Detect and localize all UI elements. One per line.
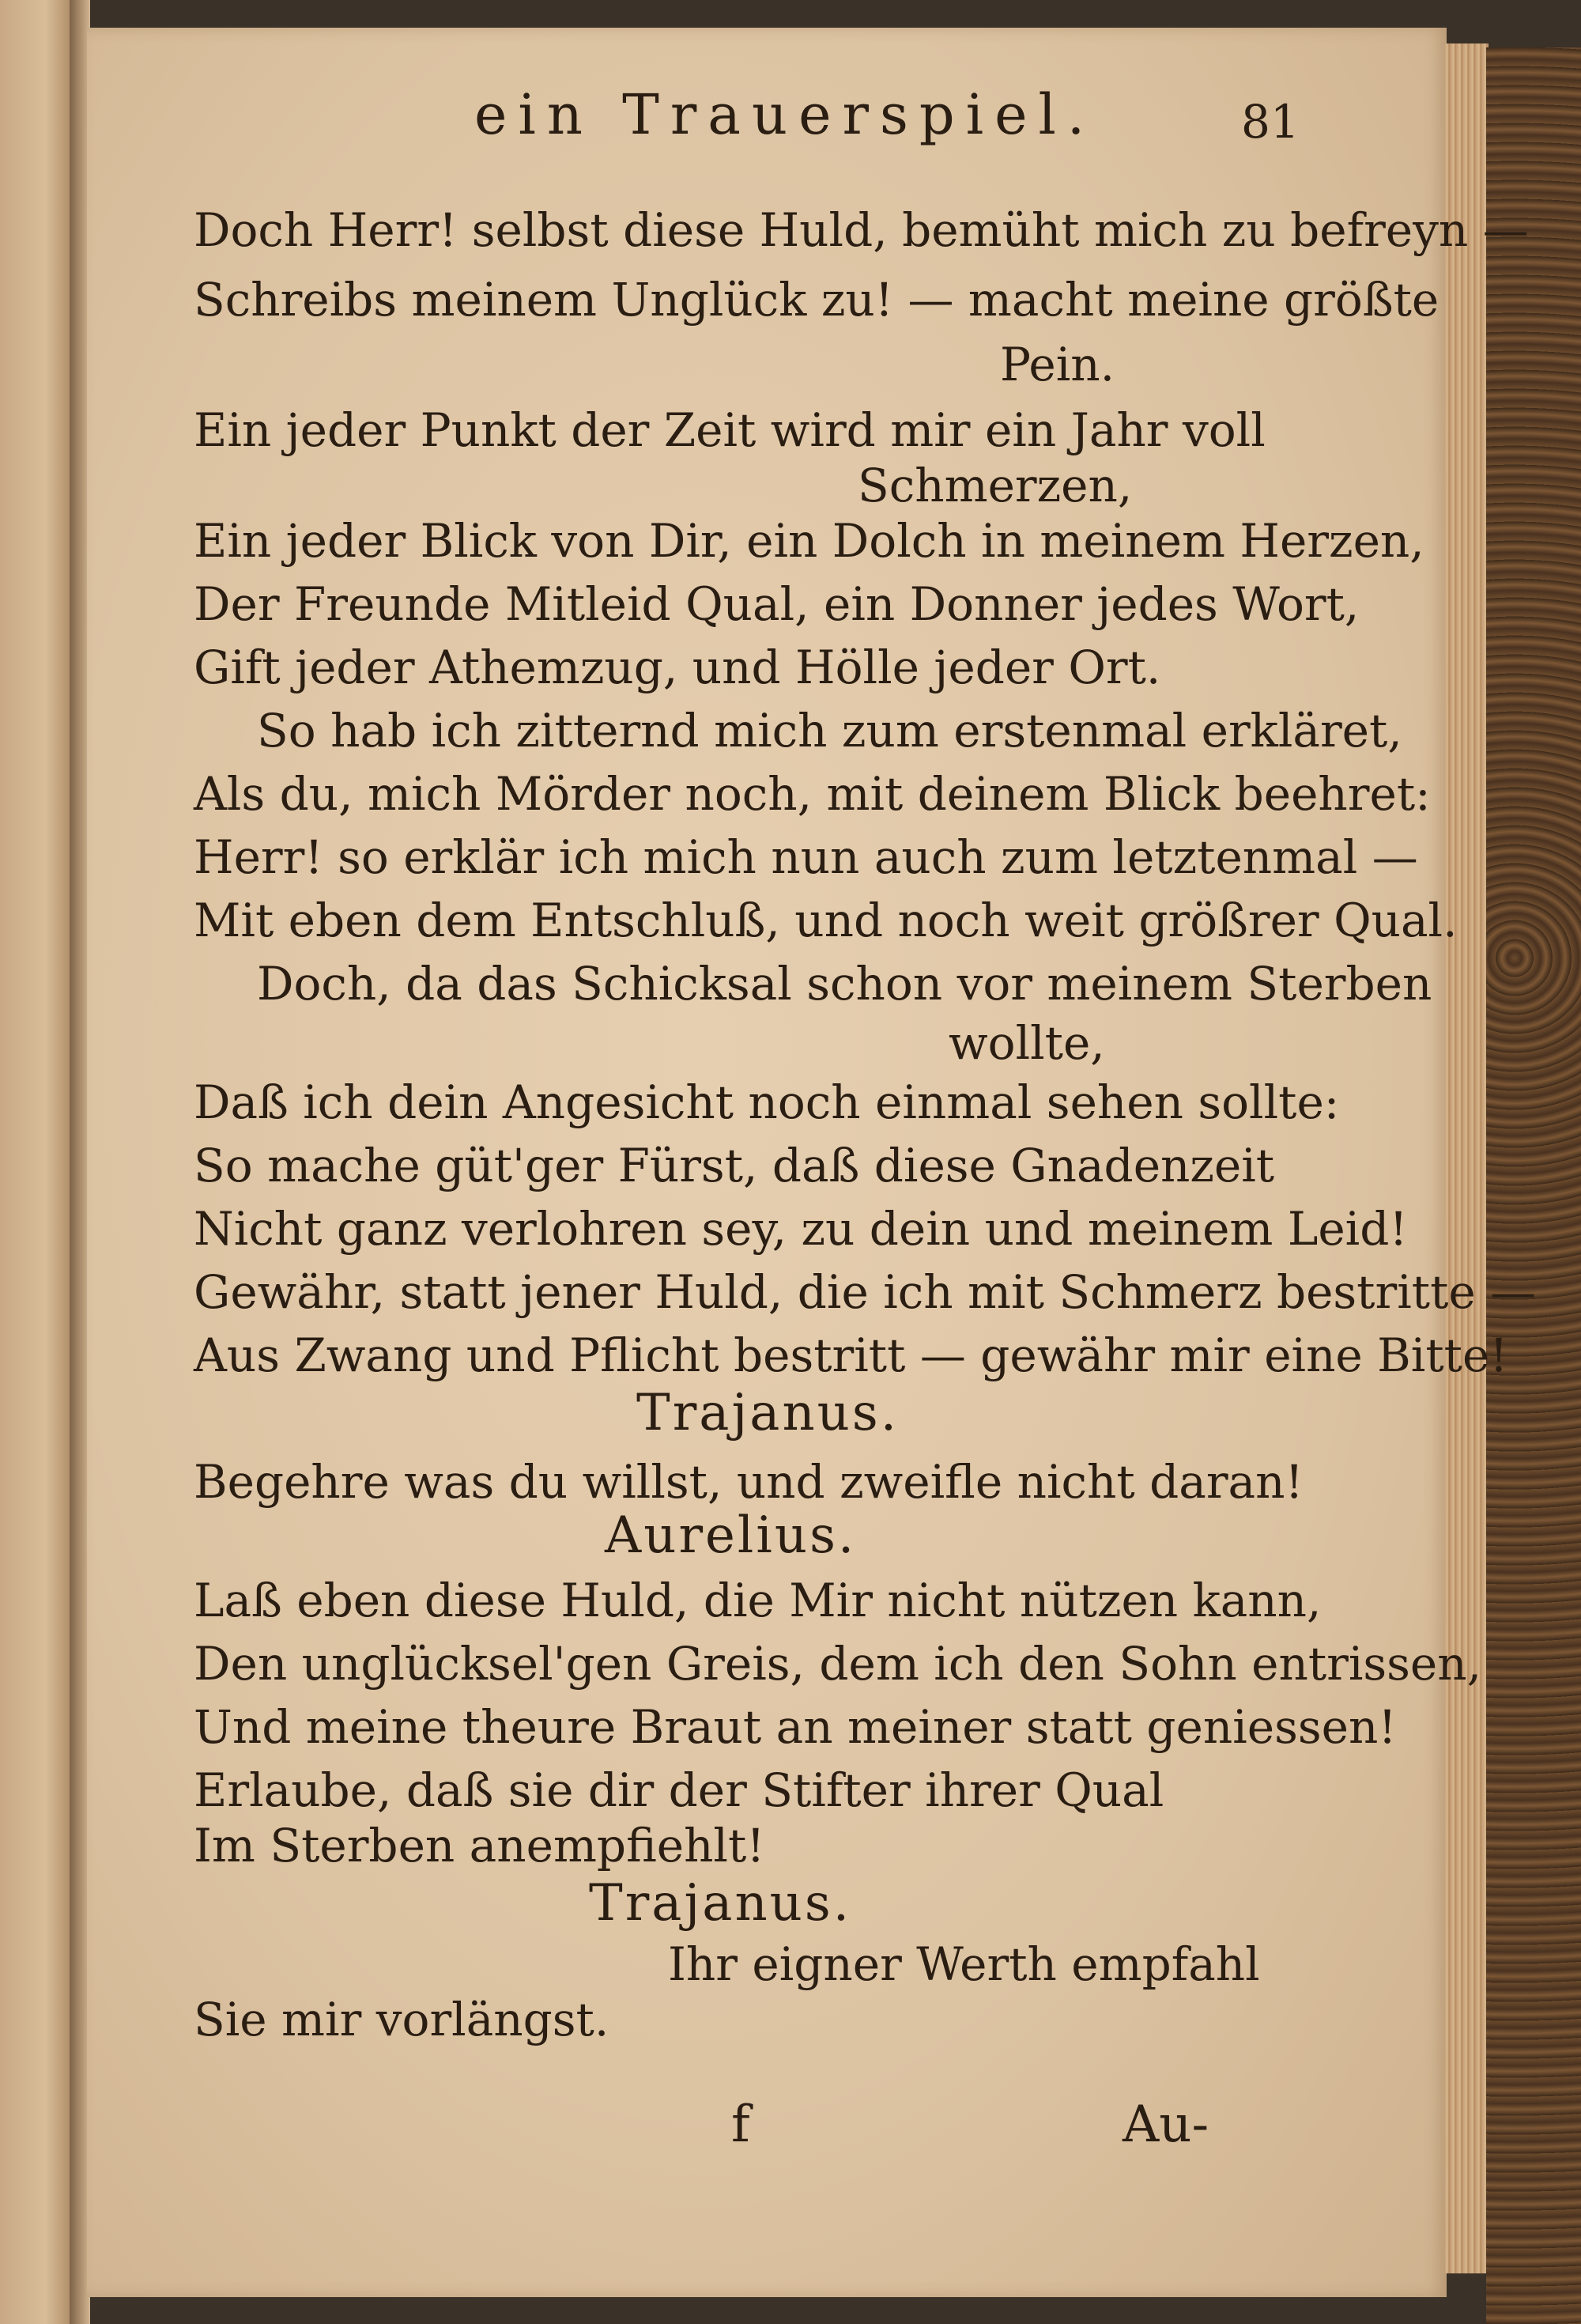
verse-line: Mit eben dem Entschluß, und noch weit größrer Qual. [194,894,1458,947]
verse-line: Daß ich dein Angesicht noch einmal sehen sollte: [194,1075,1340,1129]
verse-line: Der Freunde Mitleid Qual, ein Donner jedes Wort, [194,577,1360,631]
verse-line: Pein. [1000,338,1115,391]
verse-line: So hab ich zitternd mich zum erstenmal erkläret, [257,704,1402,758]
verse-line: Sie mir vorlängst. [194,1993,609,2046]
verse-line: Laß eben diese Huld, die Mir nicht nützen kann, [194,1574,1322,1627]
speaker-heading: Aurelius. [605,1506,857,1565]
speaker-heading: Trajanus. [636,1384,900,1442]
verse-line: Herr! so erklär ich mich nun auch zum letztenmal — [194,830,1418,884]
verse-line: Schreibs meinem Unglück zu! — macht meine größte [194,273,1440,327]
verse-line: Ein jeder Punkt der Zeit wird mir ein Jahr voll [194,403,1266,457]
verse-line: Doch, da das Schicksal schon vor meinem Sterben [257,957,1432,1011]
signature-mark: f [731,2095,750,2154]
speaker-heading: Trajanus. [589,1874,852,1933]
catchword: Au- [1123,2095,1209,2154]
verse-line: Schmerzen, [858,459,1133,512]
verse-line: Aus Zwang und Pflicht bestritt — gewähr mir eine Bitte! [194,1328,1508,1382]
verse-line: So mache güt'ger Fürst, daß diese Gnadenzeit [194,1139,1275,1192]
verse-line: wollte, [949,1016,1105,1070]
verse-line: Doch Herr! selbst diese Huld, bemüht mich zu befreyn — [194,203,1529,257]
verse-line: Begehre was du willst, und zweifle nicht daran! [194,1455,1304,1509]
verse-line: Gewähr, statt jener Huld, die ich mit Schmerz bestritte — [194,1265,1537,1319]
verse-line: Ihr eigner Werth empfahl [668,1937,1260,1991]
verse-line: Als du, mich Mörder noch, mit deinem Blick beehret: [194,767,1431,821]
verse-line: Im Sterben anempfiehlt! [194,1819,765,1872]
verse-line: Nicht ganz verlohren sey, zu dein und meinem Leid! [194,1202,1408,1256]
verse-line: Den unglücksel'gen Greis, dem ich den Sohn entrissen, [194,1637,1482,1691]
verse-line: Gift jeder Athemzug, und Hölle jeder Ort. [194,641,1161,694]
verse-line: Und meine theure Braut an meiner statt geniessen! [194,1700,1397,1754]
verse-line: Erlaube, daß sie dir der Stifter ihrer Qual [194,1763,1164,1817]
running-header: ein Trauerspiel. [474,82,1096,147]
page-number: 81 [1241,95,1300,149]
verse-line: Ein jeder Blick von Dir, ein Dolch in meinem Herzen, [194,514,1424,568]
